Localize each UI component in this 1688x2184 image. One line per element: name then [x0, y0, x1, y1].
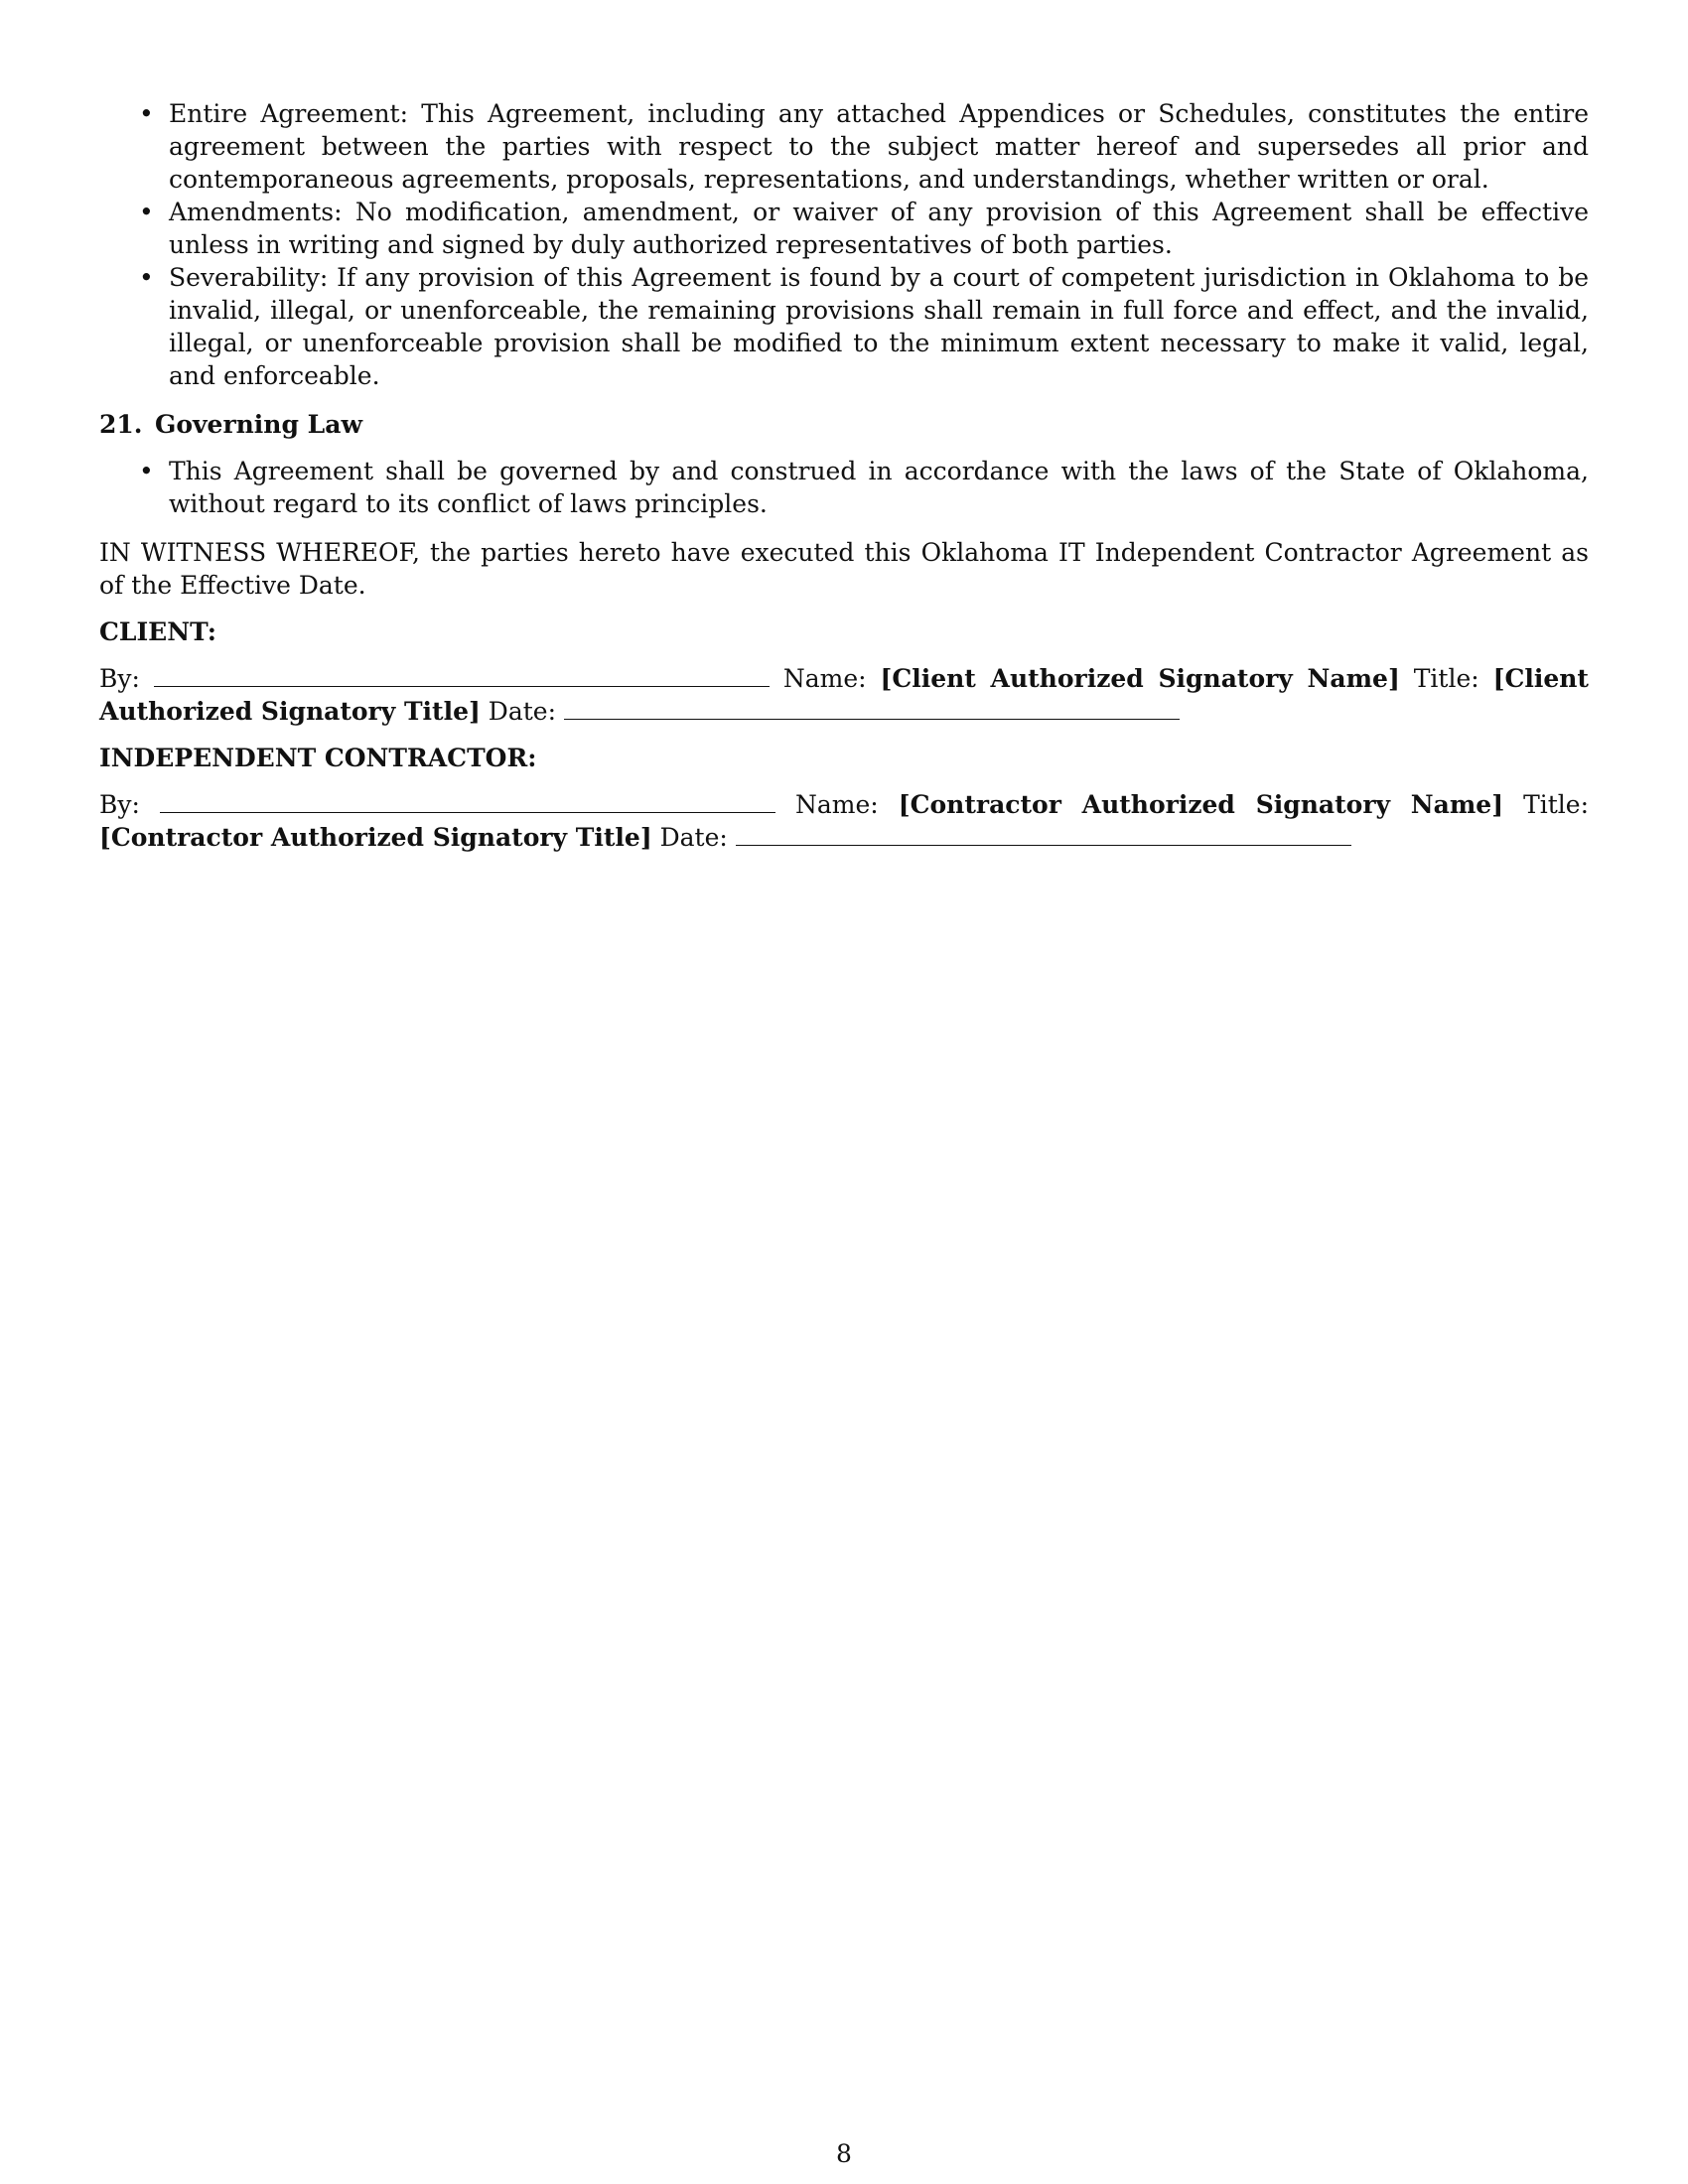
section-heading-governing-law	[99, 408, 1589, 441]
governing-law-list	[99, 455, 1589, 520]
contractor-date-line[interactable]	[736, 823, 1351, 846]
bullet-icon: •	[139, 263, 154, 292]
witness-paragraph: IN WITNESS WHEREOF, the parties hereto have executed this Oklahoma IT Independent Contractor Agreement as of the Effective Date.	[99, 538, 1589, 600]
contractor-by-label: By:	[99, 790, 140, 819]
contractor-signature-block	[99, 788, 1589, 854]
contractor-title-value: [Contractor Authorized Signatory Title]	[99, 823, 652, 852]
client-title-label: Title:	[1413, 664, 1479, 693]
severability-text: Severability: If any provision of this Agreement is found by a court of competent jurisdiction in Oklahoma to be invalid, illegal, or unenforceable, the remaining provisions shall remain in full force and effect, and the invalid, illegal, or unenforceable provision shall be modified to the minimum extent necessary to make it valid, legal, and enforceable.	[169, 263, 1589, 390]
contractor-name-label: Name:	[795, 790, 879, 819]
list-item	[99, 261, 1589, 392]
client-label: CLIENT:	[99, 617, 217, 646]
client-name-label: Name:	[782, 664, 867, 693]
page-number: 8	[836, 2139, 852, 2168]
client-date-label: Date:	[488, 697, 557, 726]
section-title: Governing Law	[155, 410, 362, 439]
entire-agreement-text: Entire Agreement: This Agreement, including any attached Appendices or Schedules, constitutes the entire agreement between the parties with respect to the subject matter hereof and supersedes all prior and contemporaneous agreements, proposals, representations, and understandings, whether written or oral.	[169, 99, 1589, 194]
section-number: 21.	[99, 410, 143, 439]
amendments-text: Amendments: No modification, amendment, or waiver of any provision of this Agreement shall be effective unless in writing and signed by duly authorized representatives of both parties.	[169, 198, 1589, 259]
client-date-line[interactable]	[564, 697, 1180, 720]
contractor-label: INDEPENDENT CONTRACTOR:	[99, 744, 537, 772]
client-by-label: By:	[99, 664, 140, 693]
contractor-date-label: Date:	[659, 823, 728, 852]
list-item	[99, 97, 1589, 196]
bullet-icon: •	[139, 99, 154, 128]
general-provisions-list	[99, 97, 1589, 392]
bullet-icon: •	[139, 457, 154, 485]
document-page	[99, 97, 1589, 854]
client-signature-line[interactable]	[154, 664, 770, 687]
contractor-signature-line[interactable]	[160, 790, 775, 813]
client-name-value: [Client Authorized Signatory Name]	[880, 664, 1400, 693]
governing-law-text: This Agreement shall be governed by and construed in accordance with the laws of the State of Oklahoma, without regard to its conflict of laws principles.	[169, 457, 1589, 518]
list-item	[99, 455, 1589, 520]
client-title-value: [Client Authorized Signatory Title]	[99, 664, 1589, 726]
contractor-title-label: Title:	[1523, 790, 1590, 819]
bullet-icon: •	[139, 198, 154, 226]
list-item	[99, 196, 1589, 261]
contractor-name-value: [Contractor Authorized Signatory Name]	[898, 790, 1504, 819]
client-signature-block	[99, 662, 1589, 728]
